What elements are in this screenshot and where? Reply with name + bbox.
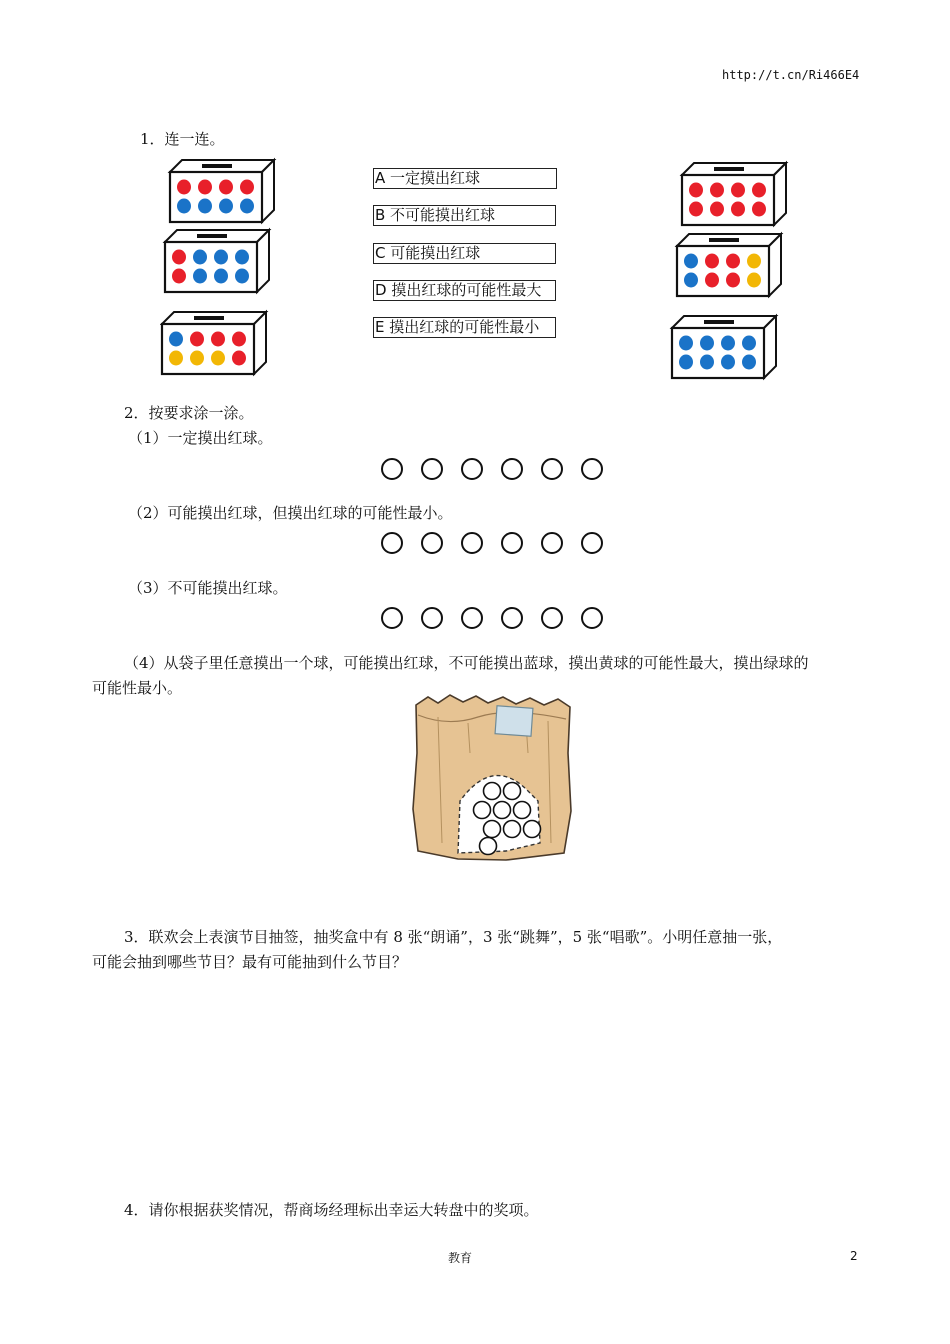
ball-red [726, 254, 740, 269]
page-number: 2 [850, 1249, 858, 1263]
color-circle[interactable] [421, 607, 443, 629]
color-circle[interactable] [581, 532, 603, 554]
box-slot [194, 316, 224, 320]
ball-red [232, 351, 246, 366]
option-b[interactable]: B 不可能摸出红球 [373, 205, 556, 226]
color-circle[interactable] [541, 607, 563, 629]
ball-red [705, 273, 719, 288]
color-circle[interactable] [501, 607, 523, 629]
ball-blue [177, 199, 191, 214]
ball-blue [684, 254, 698, 269]
ball-blue [214, 269, 228, 284]
q3-line2: 可能会抽到哪些节目？最有可能抽到什么节目？ [92, 953, 408, 971]
bag-ball [480, 838, 497, 855]
ball-blue [169, 332, 183, 347]
ball-box-right-3 [672, 316, 776, 378]
box-slot [197, 234, 227, 238]
ball-red [752, 202, 766, 217]
ball-red [705, 254, 719, 269]
ball-blue [700, 336, 714, 351]
ball-red [190, 332, 204, 347]
ball-blue [235, 250, 249, 265]
q2-item1: （1）一定摸出红球。 [128, 429, 273, 447]
ball-red [177, 180, 191, 195]
option-c[interactable]: C 可能摸出红球 [373, 243, 556, 264]
box-slot [704, 320, 734, 324]
bag-ball [484, 783, 501, 800]
ball-blue [742, 336, 756, 351]
ball-blue [679, 355, 693, 370]
circle-row-3 [381, 607, 603, 629]
color-circle[interactable] [381, 458, 403, 480]
q2-title: 2．按要求涂一涂。 [124, 404, 254, 422]
ball-red [689, 183, 703, 198]
left-ball-boxes [160, 155, 280, 380]
color-circle[interactable] [381, 607, 403, 629]
ball-red [232, 332, 246, 347]
color-circle[interactable] [381, 532, 403, 554]
color-circle[interactable] [461, 532, 483, 554]
color-circle[interactable] [581, 458, 603, 480]
box-slot [709, 238, 739, 242]
ball-blue [240, 199, 254, 214]
ball-blue [193, 250, 207, 265]
option-a[interactable]: A 一定摸出红球 [373, 168, 557, 189]
color-circle[interactable] [581, 607, 603, 629]
ball-red [172, 250, 186, 265]
ball-box-right-2 [677, 234, 781, 296]
ball-box-left-2 [165, 230, 269, 292]
ball-red [731, 183, 745, 198]
ball-blue [198, 199, 212, 214]
ball-blue [721, 355, 735, 370]
color-circle[interactable] [501, 458, 523, 480]
color-circle[interactable] [421, 458, 443, 480]
ball-box-right-1 [682, 163, 786, 225]
circle-row-2 [381, 532, 603, 554]
header-url[interactable]: http://t.cn/Ri466E4 [722, 68, 860, 82]
bag-ball [494, 802, 511, 819]
ball-red [731, 202, 745, 217]
color-circle[interactable] [541, 458, 563, 480]
ball-red [710, 202, 724, 217]
q2-item4-line2: 可能性最小。 [92, 679, 183, 697]
bag-ball [524, 821, 541, 838]
ball-yellow [169, 351, 183, 366]
right-ball-boxes [668, 158, 793, 383]
ball-yellow [747, 254, 761, 269]
ball-blue [193, 269, 207, 284]
ball-blue [742, 355, 756, 370]
ball-box-left-3 [162, 312, 266, 374]
ball-blue [684, 273, 698, 288]
ball-red [172, 269, 186, 284]
bag-ball [474, 802, 491, 819]
ball-red [198, 180, 212, 195]
q2-item4-line1: （4）从袋子里任意摸出一个球，可能摸出红球，不可能摸出蓝球，摸出黄球的可能性最大，摸出绿球的 [124, 654, 809, 672]
color-circle[interactable] [461, 458, 483, 480]
color-circle[interactable] [541, 532, 563, 554]
ball-blue [679, 336, 693, 351]
q2-item2: （2）可能摸出红球，但摸出红球的可能性最小。 [128, 504, 453, 522]
color-circle[interactable] [421, 532, 443, 554]
box-slot [202, 164, 232, 168]
ball-red [726, 273, 740, 288]
circle-row-1 [381, 458, 603, 480]
q2-item3: （3）不可能摸出红球。 [128, 579, 288, 597]
q1-title: 1．连一连。 [140, 130, 225, 148]
paper-bag [408, 693, 578, 865]
option-d[interactable]: D 摸出红球的可能性最大 [373, 280, 556, 301]
ball-yellow [747, 273, 761, 288]
ball-red [710, 183, 724, 198]
ball-red [240, 180, 254, 195]
footer-label: 教育 [448, 1251, 473, 1265]
ball-blue [235, 269, 249, 284]
ball-yellow [211, 351, 225, 366]
bag-ball [484, 821, 501, 838]
ball-box-left-1 [170, 160, 274, 222]
bag-ball [504, 821, 521, 838]
box-slot [714, 167, 744, 171]
color-circle[interactable] [501, 532, 523, 554]
bag-ball [504, 783, 521, 800]
option-e[interactable]: E 摸出红球的可能性最小 [373, 317, 556, 338]
ball-red [211, 332, 225, 347]
bag-ball [514, 802, 531, 819]
q3-line1: 3．联欢会上表演节目抽签，抽奖盒中有 8 张“朗诵”，3 张“跳舞”，5 张“唱歌”。小明任意抽一张， [124, 928, 783, 946]
ball-blue [700, 355, 714, 370]
ball-red [219, 180, 233, 195]
ball-blue [214, 250, 228, 265]
ball-red [689, 202, 703, 217]
q4-text: 4．请你根据获奖情况，帮商场经理标出幸运大转盘中的奖项。 [124, 1201, 539, 1219]
ball-blue [219, 199, 233, 214]
ball-yellow [190, 351, 204, 366]
color-circle[interactable] [461, 607, 483, 629]
ball-red [752, 183, 766, 198]
ball-blue [721, 336, 735, 351]
